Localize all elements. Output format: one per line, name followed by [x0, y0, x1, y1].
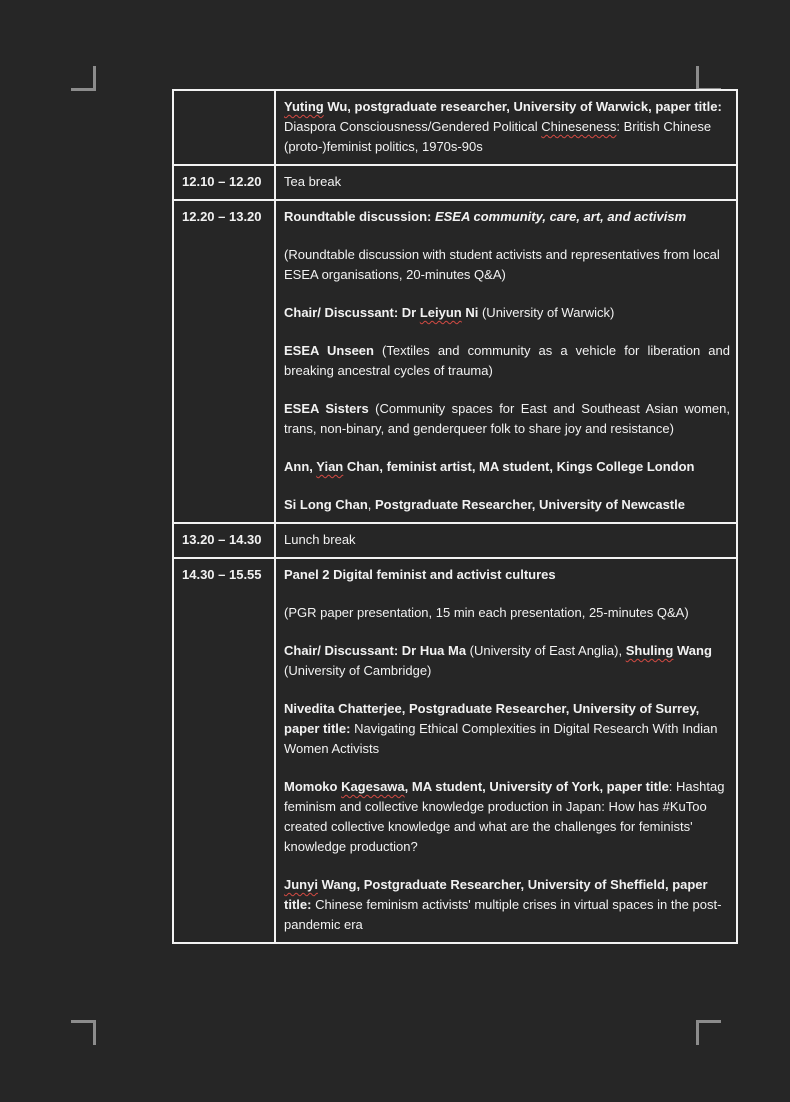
session-paragraph — [284, 97, 730, 157]
text-run: : British Chinese (proto-)feminist politics, 1970s-90s — [284, 119, 712, 154]
text-run: Panel 2 Digital feminist and activist cultures — [284, 567, 556, 582]
session-paragraph — [284, 641, 730, 681]
schedule-row — [173, 523, 737, 558]
text-run: (Community spaces for East and Southeast Asian women, trans, non-binary, and genderqueer folk to share joy and resistance) — [284, 401, 730, 436]
session-paragraph — [284, 777, 730, 857]
session-paragraph — [284, 875, 730, 935]
text-run: (PGR paper presentation, 15 min each presentation, 25-minutes Q&A) — [284, 605, 689, 620]
time-cell: 13.20 – 14.30 — [173, 523, 275, 558]
text-run: Postgraduate Researcher, University of Newcastle — [375, 497, 685, 512]
text-run: (University of Warwick) — [478, 305, 615, 320]
text-run: Lunch break — [284, 532, 356, 547]
session-cell — [275, 558, 737, 943]
text-run: Chineseness — [541, 119, 617, 134]
text-run: Chinese feminism activists' multiple crises in virtual spaces in the post-pandemic era — [284, 897, 722, 932]
session-paragraph — [284, 530, 730, 550]
text-run: Momoko — [284, 779, 342, 794]
text-run: (University of Cambridge) — [284, 663, 432, 678]
text-run: Si Long Chan — [284, 497, 368, 512]
session-cell — [275, 523, 737, 558]
text-run: Chair/ Discussant: Dr Hua Ma — [284, 643, 467, 658]
schedule-body — [173, 90, 737, 943]
text-run: Tea break — [284, 174, 342, 189]
text-run: Leiyun — [419, 305, 462, 320]
session-paragraph — [284, 565, 730, 585]
crop-mark-top-left — [71, 66, 96, 91]
session-paragraph — [284, 207, 730, 227]
session-paragraph — [284, 399, 730, 439]
text-run: Wang, Postgraduate Researcher, University of Sheffield, paper title: — [284, 877, 708, 912]
session-cell — [275, 90, 737, 165]
crop-mark-bottom-right — [696, 1020, 721, 1045]
session-cell — [275, 200, 737, 523]
text-run: Ann, — [284, 459, 317, 474]
crop-mark-top-right — [696, 66, 721, 91]
text-run: ESEA Unseen — [284, 343, 374, 358]
session-paragraph — [284, 341, 730, 381]
text-run: ESEA Sisters — [284, 401, 369, 416]
text-run: Chan, feminist artist, MA student, Kings College London — [343, 459, 695, 474]
text-run: (University of East Anglia), — [466, 643, 626, 658]
session-paragraph — [284, 495, 730, 515]
time-cell: 12.10 – 12.20 — [173, 165, 275, 200]
crop-mark-bottom-left — [71, 1020, 96, 1045]
time-cell: 12.20 – 13.20 — [173, 200, 275, 523]
text-run: Diaspora Consciousness/Gendered Political — [284, 119, 542, 134]
text-run: Kagesawa — [341, 779, 405, 794]
text-run: Navigating Ethical Complexities in Digital Research With Indian Women Activists — [284, 721, 718, 756]
session-paragraph — [284, 245, 730, 285]
text-run: Wu, postgraduate researcher, University of Warwick, paper title: — [323, 99, 722, 114]
text-run: , — [367, 497, 376, 512]
session-paragraph — [284, 457, 730, 477]
schedule-row — [173, 200, 737, 523]
session-paragraph — [284, 699, 730, 759]
text-run: Chair/ Discussant: Dr — [284, 305, 420, 320]
text-run: Roundtable discussion: — [284, 209, 435, 224]
schedule-row — [173, 165, 737, 200]
time-cell: 14.30 – 15.55 — [173, 558, 275, 943]
text-run: (Roundtable discussion with student activists and representatives from local ESEA organisations, 20-minutes Q&A) — [284, 247, 720, 282]
text-run: Shuling — [625, 643, 674, 658]
text-run: Junyi — [284, 877, 318, 892]
text-run: Ni — [461, 305, 479, 320]
text-run: , MA student, University of York, paper title — [404, 779, 669, 794]
session-paragraph — [284, 603, 730, 623]
schedule-table — [172, 89, 738, 944]
text-run: Yuting — [284, 99, 324, 114]
time-cell — [173, 90, 275, 165]
text-run: Wang — [673, 643, 712, 658]
session-paragraph — [284, 172, 730, 192]
text-run: : Hashtag feminism and collective knowledge production in Japan: How has #KuToo created collective knowledge and what are the challenges for feminists' knowledge production? — [284, 779, 725, 854]
session-cell — [275, 165, 737, 200]
text-run: ESEA community, care, art, and activism — [434, 209, 687, 224]
text-run: Nivedita Chatterjee, Postgraduate Researcher, University of Surrey, paper title: — [284, 701, 700, 736]
text-run: (Textiles and community as a vehicle for liberation and breaking ancestral cycles of trauma) — [284, 343, 730, 378]
session-paragraph — [284, 303, 730, 323]
text-run: Yian — [316, 459, 344, 474]
schedule-row — [173, 558, 737, 943]
schedule-row — [173, 90, 737, 165]
